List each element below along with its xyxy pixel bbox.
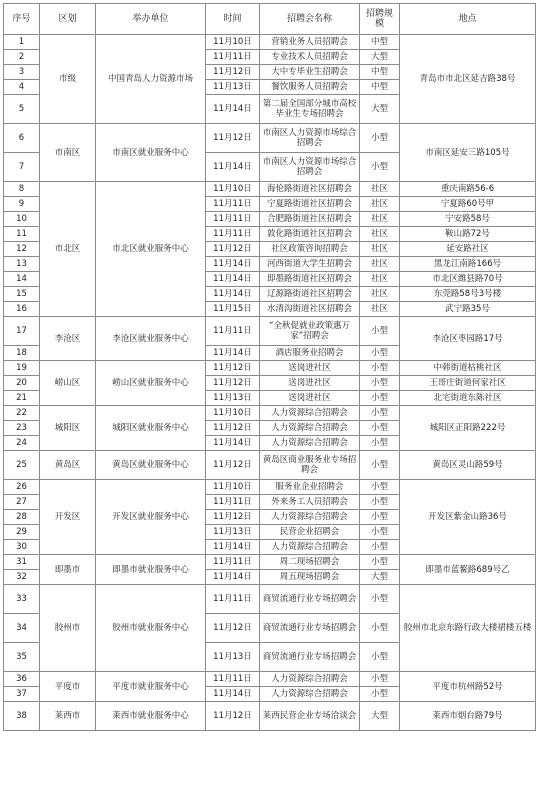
cell-fair-name: 人力资源综合招聘会 [260,510,360,525]
cell-date: 11月14日 [206,540,260,555]
cell-organizer: 中国青岛人力资源市场 [96,35,206,124]
cell-scale: 社区 [360,257,400,272]
cell-no: 31 [4,555,40,570]
header-scale: 招聘规模 [360,4,400,35]
cell-place: 即墨市蓝鳌路689号乙 [400,555,536,585]
cell-no: 23 [4,421,40,436]
table-row [4,35,536,50]
cell-scale: 小型 [360,436,400,451]
cell-date: 11月12日 [206,376,260,391]
cell-place: 王哥庄街道何家社区 [400,376,536,391]
cell-fair-name: 合肥路街道社区招聘会 [260,212,360,227]
cell-place: 中韩街道枯桃社区 [400,361,536,376]
cell-date: 11月11日 [206,585,260,614]
table-row [4,480,536,495]
cell-no: 22 [4,406,40,421]
cell-organizer: 市南区就业服务中心 [96,124,206,182]
cell-scale: 小型 [360,525,400,540]
cell-no: 28 [4,510,40,525]
cell-fair-name: 人力资源综合招聘会 [260,406,360,421]
cell-date: 11月12日 [206,65,260,80]
cell-no: 11 [4,227,40,242]
cell-date: 11月12日 [206,702,260,731]
cell-district: 平度市 [40,672,96,702]
cell-fair-name: 专业技术人员招聘会 [260,50,360,65]
cell-date: 11月12日 [206,614,260,643]
cell-district: 城阳区 [40,406,96,451]
cell-fair-name: 敦化路街道社区招聘会 [260,227,360,242]
cell-fair-name: 送岗进社区 [260,391,360,406]
cell-scale: 小型 [360,376,400,391]
cell-place: 城阳区正阳路222号 [400,406,536,451]
header-no: 序号 [4,4,40,35]
cell-district: 即墨市 [40,555,96,585]
cell-fair-name: 周五现场招聘会 [260,570,360,585]
cell-place: 武宁路35号 [400,302,536,317]
cell-no: 37 [4,687,40,702]
cell-organizer: 李沧区就业服务中心 [96,317,206,361]
cell-no: 25 [4,451,40,480]
cell-scale: 小型 [360,421,400,436]
cell-date: 11月14日 [206,153,260,182]
cell-organizer: 市北区就业服务中心 [96,182,206,317]
header-district: 区划 [40,4,96,35]
cell-no: 12 [4,242,40,257]
job-fair-table [3,3,536,731]
cell-date: 11月10日 [206,480,260,495]
cell-scale: 社区 [360,287,400,302]
cell-organizer: 崂山区就业服务中心 [96,361,206,406]
cell-fair-name: 商贸流通行业专场招聘会 [260,585,360,614]
cell-scale: 社区 [360,302,400,317]
cell-scale: 大型 [360,570,400,585]
cell-no: 5 [4,95,40,124]
cell-scale: 小型 [360,406,400,421]
table-row [4,451,536,480]
cell-no: 2 [4,50,40,65]
cell-scale: 社区 [360,197,400,212]
cell-fair-name: 市南区人力资源市场综合招聘会 [260,124,360,153]
cell-fair-name: 商贸流通行业专场招聘会 [260,614,360,643]
cell-fair-name: 民营企业招聘会 [260,525,360,540]
cell-date: 11月12日 [206,361,260,376]
cell-organizer: 胶州市就业服务中心 [96,585,206,672]
cell-place: 莱西市烟台路79号 [400,702,536,731]
cell-scale: 小型 [360,317,400,346]
cell-place: 宁夏路60号甲 [400,197,536,212]
cell-date: 11月14日 [206,272,260,287]
cell-fair-name: 送岗进社区 [260,376,360,391]
cell-date: 11月14日 [206,570,260,585]
cell-date: 11月13日 [206,391,260,406]
cell-scale: 小型 [360,495,400,510]
cell-place: 开发区紫金山路36号 [400,480,536,555]
header-place: 地点 [400,4,536,35]
cell-place: 宁安路58号 [400,212,536,227]
cell-scale: 小型 [360,585,400,614]
cell-scale: 小型 [360,555,400,570]
cell-date: 11月13日 [206,525,260,540]
header-date: 时间 [206,4,260,35]
cell-place: 市南区延安三路105号 [400,124,536,182]
cell-scale: 小型 [360,672,400,687]
table-header-row [4,4,536,35]
cell-date: 11月13日 [206,80,260,95]
table-row [4,361,536,376]
cell-date: 11月12日 [206,421,260,436]
cell-fair-name: 市南区人力资源市场综合招聘会 [260,153,360,182]
table-row [4,124,536,153]
cell-place: 北宅街道东陈社区 [400,391,536,406]
cell-date: 11月12日 [206,451,260,480]
cell-date: 11月11日 [206,50,260,65]
cell-place: 黑龙江南路166号 [400,257,536,272]
cell-no: 20 [4,376,40,391]
cell-no: 6 [4,124,40,153]
cell-place: 胶州市北京东路行政大楼裙楼五楼 [400,585,536,672]
cell-date: 11月11日 [206,555,260,570]
cell-date: 11月10日 [206,35,260,50]
cell-scale: 社区 [360,212,400,227]
cell-district: 黄岛区 [40,451,96,480]
cell-scale: 社区 [360,182,400,197]
cell-no: 1 [4,35,40,50]
cell-scale: 小型 [360,346,400,361]
cell-scale: 中型 [360,35,400,50]
cell-district: 市级 [40,35,96,124]
cell-fair-name: 周二现场招聘会 [260,555,360,570]
cell-scale: 小型 [360,124,400,153]
cell-date: 11月14日 [206,687,260,702]
cell-scale: 社区 [360,272,400,287]
cell-no: 9 [4,197,40,212]
cell-scale: 小型 [360,153,400,182]
cell-no: 14 [4,272,40,287]
cell-no: 35 [4,643,40,672]
cell-no: 33 [4,585,40,614]
cell-date: 11月11日 [206,672,260,687]
cell-date: 11月11日 [206,227,260,242]
cell-no: 10 [4,212,40,227]
cell-fair-name: 人力资源综合招聘会 [260,421,360,436]
cell-date: 11月14日 [206,95,260,124]
cell-fair-name: 送岗进社区 [260,361,360,376]
cell-fair-name: 莱西民营企业专场洽谈会 [260,702,360,731]
cell-no: 27 [4,495,40,510]
cell-no: 16 [4,302,40,317]
cell-fair-name: 社区政策咨询招聘会 [260,242,360,257]
cell-place: 平度市杭州路52号 [400,672,536,702]
cell-no: 26 [4,480,40,495]
cell-date: 11月11日 [206,212,260,227]
cell-fair-name: 辽源路街道社区招聘会 [260,287,360,302]
table-row [4,555,536,570]
cell-no: 24 [4,436,40,451]
cell-scale: 小型 [360,480,400,495]
cell-no: 19 [4,361,40,376]
cell-no: 8 [4,182,40,197]
cell-no: 15 [4,287,40,302]
header-organizer: 举办单位 [96,4,206,35]
cell-scale: 大型 [360,50,400,65]
cell-fair-name: 即墨路街道社区招聘会 [260,272,360,287]
cell-place: 鞍山路72号 [400,227,536,242]
cell-date: 11月14日 [206,346,260,361]
cell-fair-name: 黄岛区商业服务业专场招聘会 [260,451,360,480]
cell-district: 开发区 [40,480,96,555]
cell-organizer: 莱西市就业服务中心 [96,702,206,731]
cell-no: 21 [4,391,40,406]
cell-scale: 小型 [360,540,400,555]
cell-no: 30 [4,540,40,555]
cell-organizer: 城阳区就业服务中心 [96,406,206,451]
cell-date: 11月12日 [206,510,260,525]
cell-scale: 中型 [360,80,400,95]
cell-date: 11月11日 [206,495,260,510]
cell-date: 11月14日 [206,257,260,272]
table-row [4,406,536,421]
cell-fair-name: 营销业务人员招聘会 [260,35,360,50]
cell-date: 11月11日 [206,317,260,346]
cell-fair-name: 海伦路街道社区招聘会 [260,182,360,197]
cell-fair-name: 人力资源综合招聘会 [260,436,360,451]
cell-no: 34 [4,614,40,643]
cell-fair-name: 水清沟街道社区招聘会 [260,302,360,317]
cell-district: 莱西市 [40,702,96,731]
cell-fair-name: 服务业企业招聘会 [260,480,360,495]
cell-scale: 小型 [360,643,400,672]
cell-scale: 小型 [360,391,400,406]
cell-date: 11月10日 [206,406,260,421]
cell-fair-name: 宁夏路街道社区招聘会 [260,197,360,212]
cell-district: 市南区 [40,124,96,182]
cell-scale: 小型 [360,510,400,525]
cell-district: 李沧区 [40,317,96,361]
cell-scale: 小型 [360,361,400,376]
cell-scale: 中型 [360,65,400,80]
cell-scale: 社区 [360,227,400,242]
cell-scale: 小型 [360,614,400,643]
cell-no: 7 [4,153,40,182]
header-fair-name: 招聘会名称 [260,4,360,35]
cell-no: 36 [4,672,40,687]
cell-fair-name: 酒店服务业招聘会 [260,346,360,361]
table-row [4,672,536,687]
cell-no: 3 [4,65,40,80]
cell-fair-name: “全秋促就业政策惠万家”招聘会 [260,317,360,346]
cell-place: 重庆南路56-6 [400,182,536,197]
cell-no: 18 [4,346,40,361]
cell-fair-name: 人力资源综合招聘会 [260,687,360,702]
cell-no: 32 [4,570,40,585]
cell-scale: 小型 [360,451,400,480]
cell-date: 11月15日 [206,302,260,317]
cell-place: 李沧区枣园路17号 [400,317,536,361]
cell-date: 11月13日 [206,643,260,672]
cell-scale: 大型 [360,702,400,731]
cell-scale: 大型 [360,95,400,124]
cell-fair-name: 餐饮服务人员招聘会 [260,80,360,95]
cell-place: 延安路社区 [400,242,536,257]
cell-district: 市北区 [40,182,96,317]
cell-place: 市北区潍县路70号 [400,272,536,287]
cell-date: 11月10日 [206,182,260,197]
cell-district: 胶州市 [40,585,96,672]
cell-fair-name: 外来务工人员招聘会 [260,495,360,510]
cell-date: 11月14日 [206,287,260,302]
cell-no: 17 [4,317,40,346]
cell-organizer: 平度市就业服务中心 [96,672,206,702]
cell-organizer: 即墨市就业服务中心 [96,555,206,585]
cell-fair-name: 商贸流通行业专场招聘会 [260,643,360,672]
cell-date: 11月12日 [206,242,260,257]
cell-no: 4 [4,80,40,95]
cell-district: 崂山区 [40,361,96,406]
cell-no: 29 [4,525,40,540]
cell-scale: 社区 [360,242,400,257]
cell-organizer: 黄岛区就业服务中心 [96,451,206,480]
cell-organizer: 开发区就业服务中心 [96,480,206,555]
cell-no: 13 [4,257,40,272]
cell-date: 11月12日 [206,124,260,153]
cell-no: 38 [4,702,40,731]
cell-scale: 小型 [360,687,400,702]
table-row [4,182,536,197]
cell-place: 黄岛区灵山路59号 [400,451,536,480]
job-fair-document [3,3,536,731]
cell-place: 青岛市市北区延吉路38号 [400,35,536,124]
cell-date: 11月14日 [206,436,260,451]
table-row [4,585,536,614]
cell-place: 东莞路58号3号楼 [400,287,536,302]
cell-fair-name: 人力资源综合招聘会 [260,540,360,555]
table-row [4,702,536,731]
cell-fair-name: 河西街道大学生招聘会 [260,257,360,272]
table-row [4,317,536,346]
cell-fair-name: 第二届全国部分城市高校毕业生专场招聘会 [260,95,360,124]
cell-date: 11月11日 [206,197,260,212]
cell-fair-name: 人力资源综合招聘会 [260,672,360,687]
cell-fair-name: 大中专毕业生招聘会 [260,65,360,80]
